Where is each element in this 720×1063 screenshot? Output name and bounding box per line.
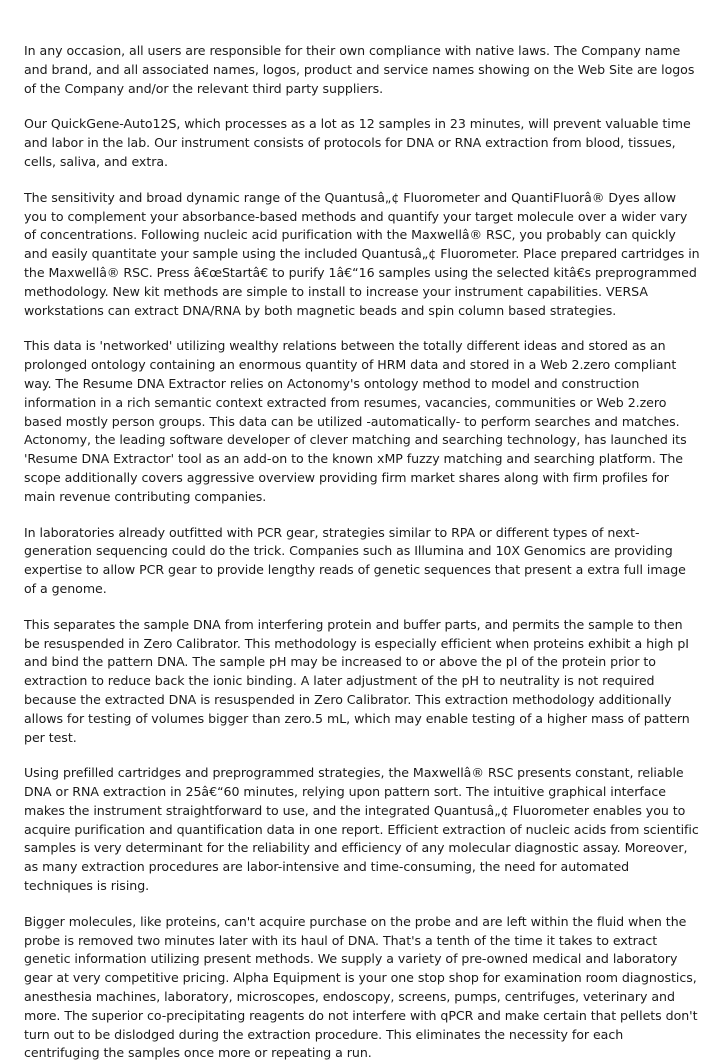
paragraph-prefilled-cartridges: Using prefilled cartridges and preprogrammed strategies, the Maxwellâ® RSC presents constant, reliable DNA or RNA extraction in 25â€“60 minutes, relying upon pattern sort. The intuitive graphical interface makes the instrument straightforward to use, and the integrated Quantusâ„¢ Fluorometer enables you to acquire purification and quantification data in one report. Efficient extraction of nucleic acids from scientific samples is very determinant for the reliability and efficiency of any molecular diagnostic assay. Moreover, as many extraction procedures are labor-intensive and time-consuming, the need for automated techniques is rising. [24,765,699,894]
paragraph-pcr-gear: In laboratories already outfitted with PCR gear, strategies similar to RPA or different types of next-generation sequencing could do the trick. Companies such as Illumina and 10X Genomics are providing expertise to allow PCR gear to provide lengthy reads of genetic sequences that present a extra full image of a genome. [24,524,686,596]
paragraph-quickgene: Our QuickGene-Auto12S, which processes as a lot as 12 samples in 23 minutes, will prevent valuable time and labor in the lab. Our instrument consists of protocols for DNA or RNA extraction from blood, tissues, cells, saliva, and extra. [24,116,691,169]
paragraph-zero-calibrator: This separates the sample DNA from interfering protein and buffer parts, and permits the sample to then be resuspended in Zero Calibrator. This methodology is especially efficient when proteins exhibit a high pI and bind the pattern DNA. The sample pH may be increased to or above the pI of the protein prior to extraction to reduce back the ionic binding. A later adjustment of the pH to neutrality is not required because the extracted DNA is resuspended in Zero Calibrator. This extraction methodology additionally allows for testing of volumes bigger than zero.5 mL, which may enable testing of a higher mass of pattern per test. [24,616,690,745]
paragraph-quantus-fluorometer: The sensitivity and broad dynamic range of the Quantusâ„¢ Fluorometer and QuantiFluorâ® Dyes allow you to complement your absorbance-based methods and quantify your target molecule over a wider vary of concentrations. Following nucleic acid purification with the Maxwellâ® RSC, you probably can quickly and easily quantitate your sample using the included Quantusâ„¢ Fluorometer. Place prepared cartridges in the Maxwellâ® RSC. Press â€œStartâ€ to purify 1â€“16 samples using the selected kitâ€s preprogrammed methodology. New kit methods are simple to install to increase your instrument capabilities. VERSA workstations can extract DNA/RNA by both magnetic beads and spin column based strategies. [24,189,700,318]
paragraph-bigger-molecules: Bigger molecules, like proteins, can't acquire purchase on the probe and are left within the fluid when the probe is removed two minutes later with its haul of DNA. That's a tenth of the time it takes to extract genetic information utilizing present methods. We supply a variety of pre-owned medical and laboratory gear at very competitive pricing. Alpha Equipment is your one stop shop for examination room diagnostics, anesthesia machines, laboratory, microscopes, endoscopy, screens, pumps, centrifuges, veterinary and more. The superior co-precipitating reagents do not interfere with qPCR and make certain that pellets don't turn out to be dislodged during the extraction procedure. This eliminates the necessity for each centrifuging the samples once more or repeating a run. [24,913,698,1061]
paragraph-compliance: In any occasion, all users are responsible for their own compliance with native laws. The Company name and brand, and all associated names, logos, product and service names showing on the Web Site are logos of the Company and/or the relevant third party suppliers. [24,43,695,96]
paragraph-resume-dna-extractor: This data is 'networked' utilizing wealthy relations between the totally different ideas and stored as an prolonged ontology containing an enormous quantity of HRM data and stored in a Web 2.zero compliant way. The Resume DNA Extractor relies on Actonomy's ontology method to model and construction information in a rich semantic context extracted from resumes, vacancies, communities or Web 2.zero based mostly person groups. This data can be utilized -automatically- to perform searches and matches. Actonomy, the leading software developer of clever matching and searching technology, has launched its 'Resume DNA Extractor' tool as an add-on to the known xMP fuzzy matching and searching platform. The scope additionally covers aggressive overview providing firm market shares along with firm profiles for main revenue contributing companies. [24,338,687,504]
